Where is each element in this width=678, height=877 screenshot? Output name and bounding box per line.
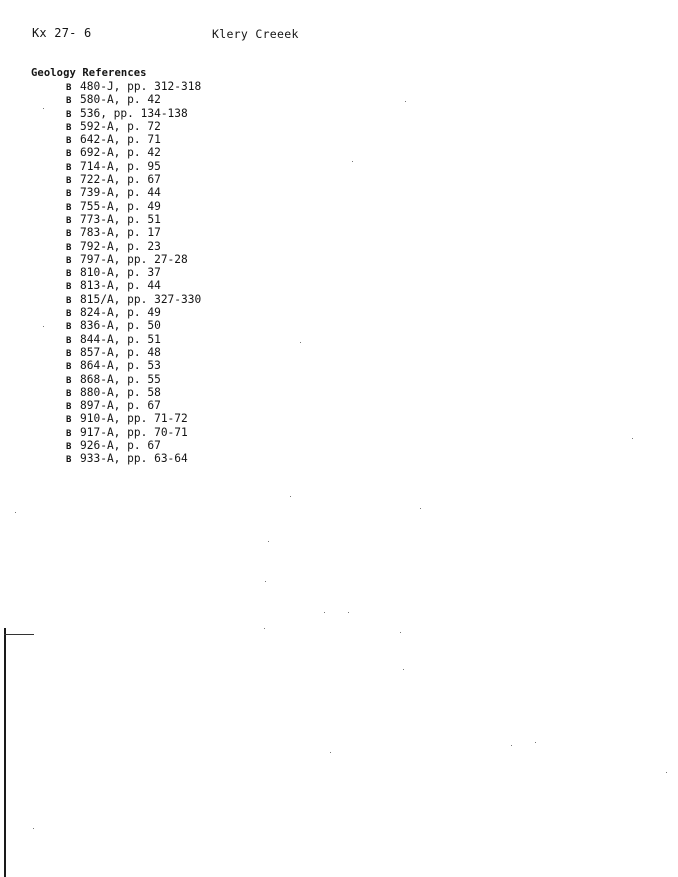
reference-series-prefix: B [66,442,72,453]
reference-item [66,146,201,159]
reference-item [66,173,201,186]
reference-series-prefix: B [66,189,72,200]
reference-series-prefix: B [66,322,72,333]
reference-series-prefix: B [66,202,72,213]
reference-citation: 813-A, p. 44 [80,279,161,293]
reference-citation: 536, pp. 134-138 [80,106,188,120]
reference-citation: 897-A, p. 67 [80,399,161,413]
reference-citation: 755-A, p. 49 [80,199,161,213]
document-id: Kx 27- 6 [32,26,92,40]
reference-series-prefix: B [66,335,72,346]
reference-citation: 692-A, p. 42 [80,146,161,160]
reference-series-prefix: B [66,415,72,426]
reference-citation: 480-J, pp. 312-318 [80,80,202,93]
reference-list [66,80,201,466]
reference-citation: 797-A, pp. 27-28 [80,252,188,266]
reference-citation: 714-A, p. 95 [80,159,161,173]
scan-speck [330,752,331,753]
scan-speck [420,508,421,509]
reference-series-prefix: B [66,309,72,320]
scan-speck [666,772,667,773]
reference-series-prefix: B [66,455,72,466]
scan-speck [403,669,404,670]
reference-citation: 933-A, pp. 63-64 [80,452,188,466]
reference-citation: 810-A, p. 37 [80,266,161,280]
reference-item [66,412,201,425]
reference-item [66,319,201,332]
scan-speck [400,632,401,633]
reference-series-prefix: B [66,122,72,133]
reference-citation: 792-A, p. 23 [80,239,161,253]
reference-citation: 783-A, p. 17 [80,226,161,240]
scan-speck [324,612,325,613]
reference-item [66,399,201,412]
reference-item [66,373,201,386]
reference-item [66,426,201,439]
page-edge-tick [4,634,34,635]
reference-item [66,93,201,106]
reference-citation: 880-A, p. 58 [80,385,161,399]
reference-item [66,359,201,372]
scan-speck [348,612,349,613]
reference-item [66,80,201,93]
scan-speck [33,828,34,829]
reference-item [66,386,201,399]
reference-citation: 580-A, p. 42 [80,93,161,107]
reference-citation: 824-A, p. 49 [80,306,161,320]
reference-series-prefix: B [66,176,72,187]
reference-item [66,346,201,359]
scan-speck [300,342,301,343]
scan-speck [15,512,16,513]
reference-item [66,226,201,239]
scan-speck [268,541,269,542]
scan-speck [632,438,633,439]
reference-item [66,213,201,226]
reference-citation: 836-A, p. 50 [80,319,161,333]
reference-citation: 917-A, pp. 70-71 [80,425,188,439]
reference-item [66,253,201,266]
scan-speck [264,628,265,629]
reference-series-prefix: B [66,109,72,120]
scan-speck [535,742,536,743]
reference-series-prefix: B [66,348,72,359]
scan-speck [405,101,406,102]
reference-citation: 642-A, p. 71 [80,133,161,147]
reference-citation: 844-A, p. 51 [80,332,161,346]
section-heading: Geology References [31,67,147,79]
reference-item [66,266,201,279]
reference-citation: 857-A, p. 48 [80,345,161,359]
reference-series-prefix: B [66,428,72,439]
reference-citation: 868-A, p. 55 [80,372,161,386]
reference-series-prefix: B [66,269,72,280]
reference-item [66,200,201,213]
scan-speck [511,745,512,746]
reference-citation: 926-A, p. 67 [80,439,161,453]
reference-series-prefix: B [66,282,72,293]
reference-item [66,452,201,465]
reference-series-prefix: B [66,375,72,386]
reference-series-prefix: B [66,229,72,240]
reference-series-prefix: B [66,149,72,160]
reference-citation: 592-A, p. 72 [80,119,161,133]
reference-citation: 722-A, p. 67 [80,173,161,187]
reference-series-prefix: B [66,295,72,306]
reference-series-prefix: B [66,136,72,147]
page-edge-rule [4,628,6,877]
reference-series-prefix: B [66,215,72,226]
reference-item [66,279,201,292]
reference-item [66,293,201,306]
reference-item [66,107,201,120]
reference-series-prefix: B [66,162,72,173]
reference-citation: 739-A, p. 44 [80,186,161,200]
scan-speck [265,581,266,582]
reference-citation: 864-A, p. 53 [80,359,161,373]
reference-item [66,133,201,146]
reference-item [66,333,201,346]
reference-series-prefix: B [66,362,72,373]
reference-item [66,240,201,253]
reference-series-prefix: B [66,242,72,253]
reference-item [66,439,201,452]
scan-speck [43,108,44,109]
reference-citation: 910-A, pp. 71-72 [80,412,188,426]
reference-citation: 815/A, pp. 327-330 [80,292,202,306]
reference-item [66,186,201,199]
reference-series-prefix: B [66,83,72,93]
reference-citation: 773-A, p. 51 [80,212,161,226]
reference-item [66,160,201,173]
reference-series-prefix: B [66,402,72,413]
reference-series-prefix: B [66,255,72,266]
reference-item [66,306,201,319]
document-title: Klery Creeek [212,27,299,41]
scan-speck [290,496,291,497]
scan-speck [43,326,44,327]
reference-series-prefix: B [66,96,72,107]
reference-series-prefix: B [66,388,72,399]
reference-item [66,120,201,133]
scan-speck [352,161,353,162]
